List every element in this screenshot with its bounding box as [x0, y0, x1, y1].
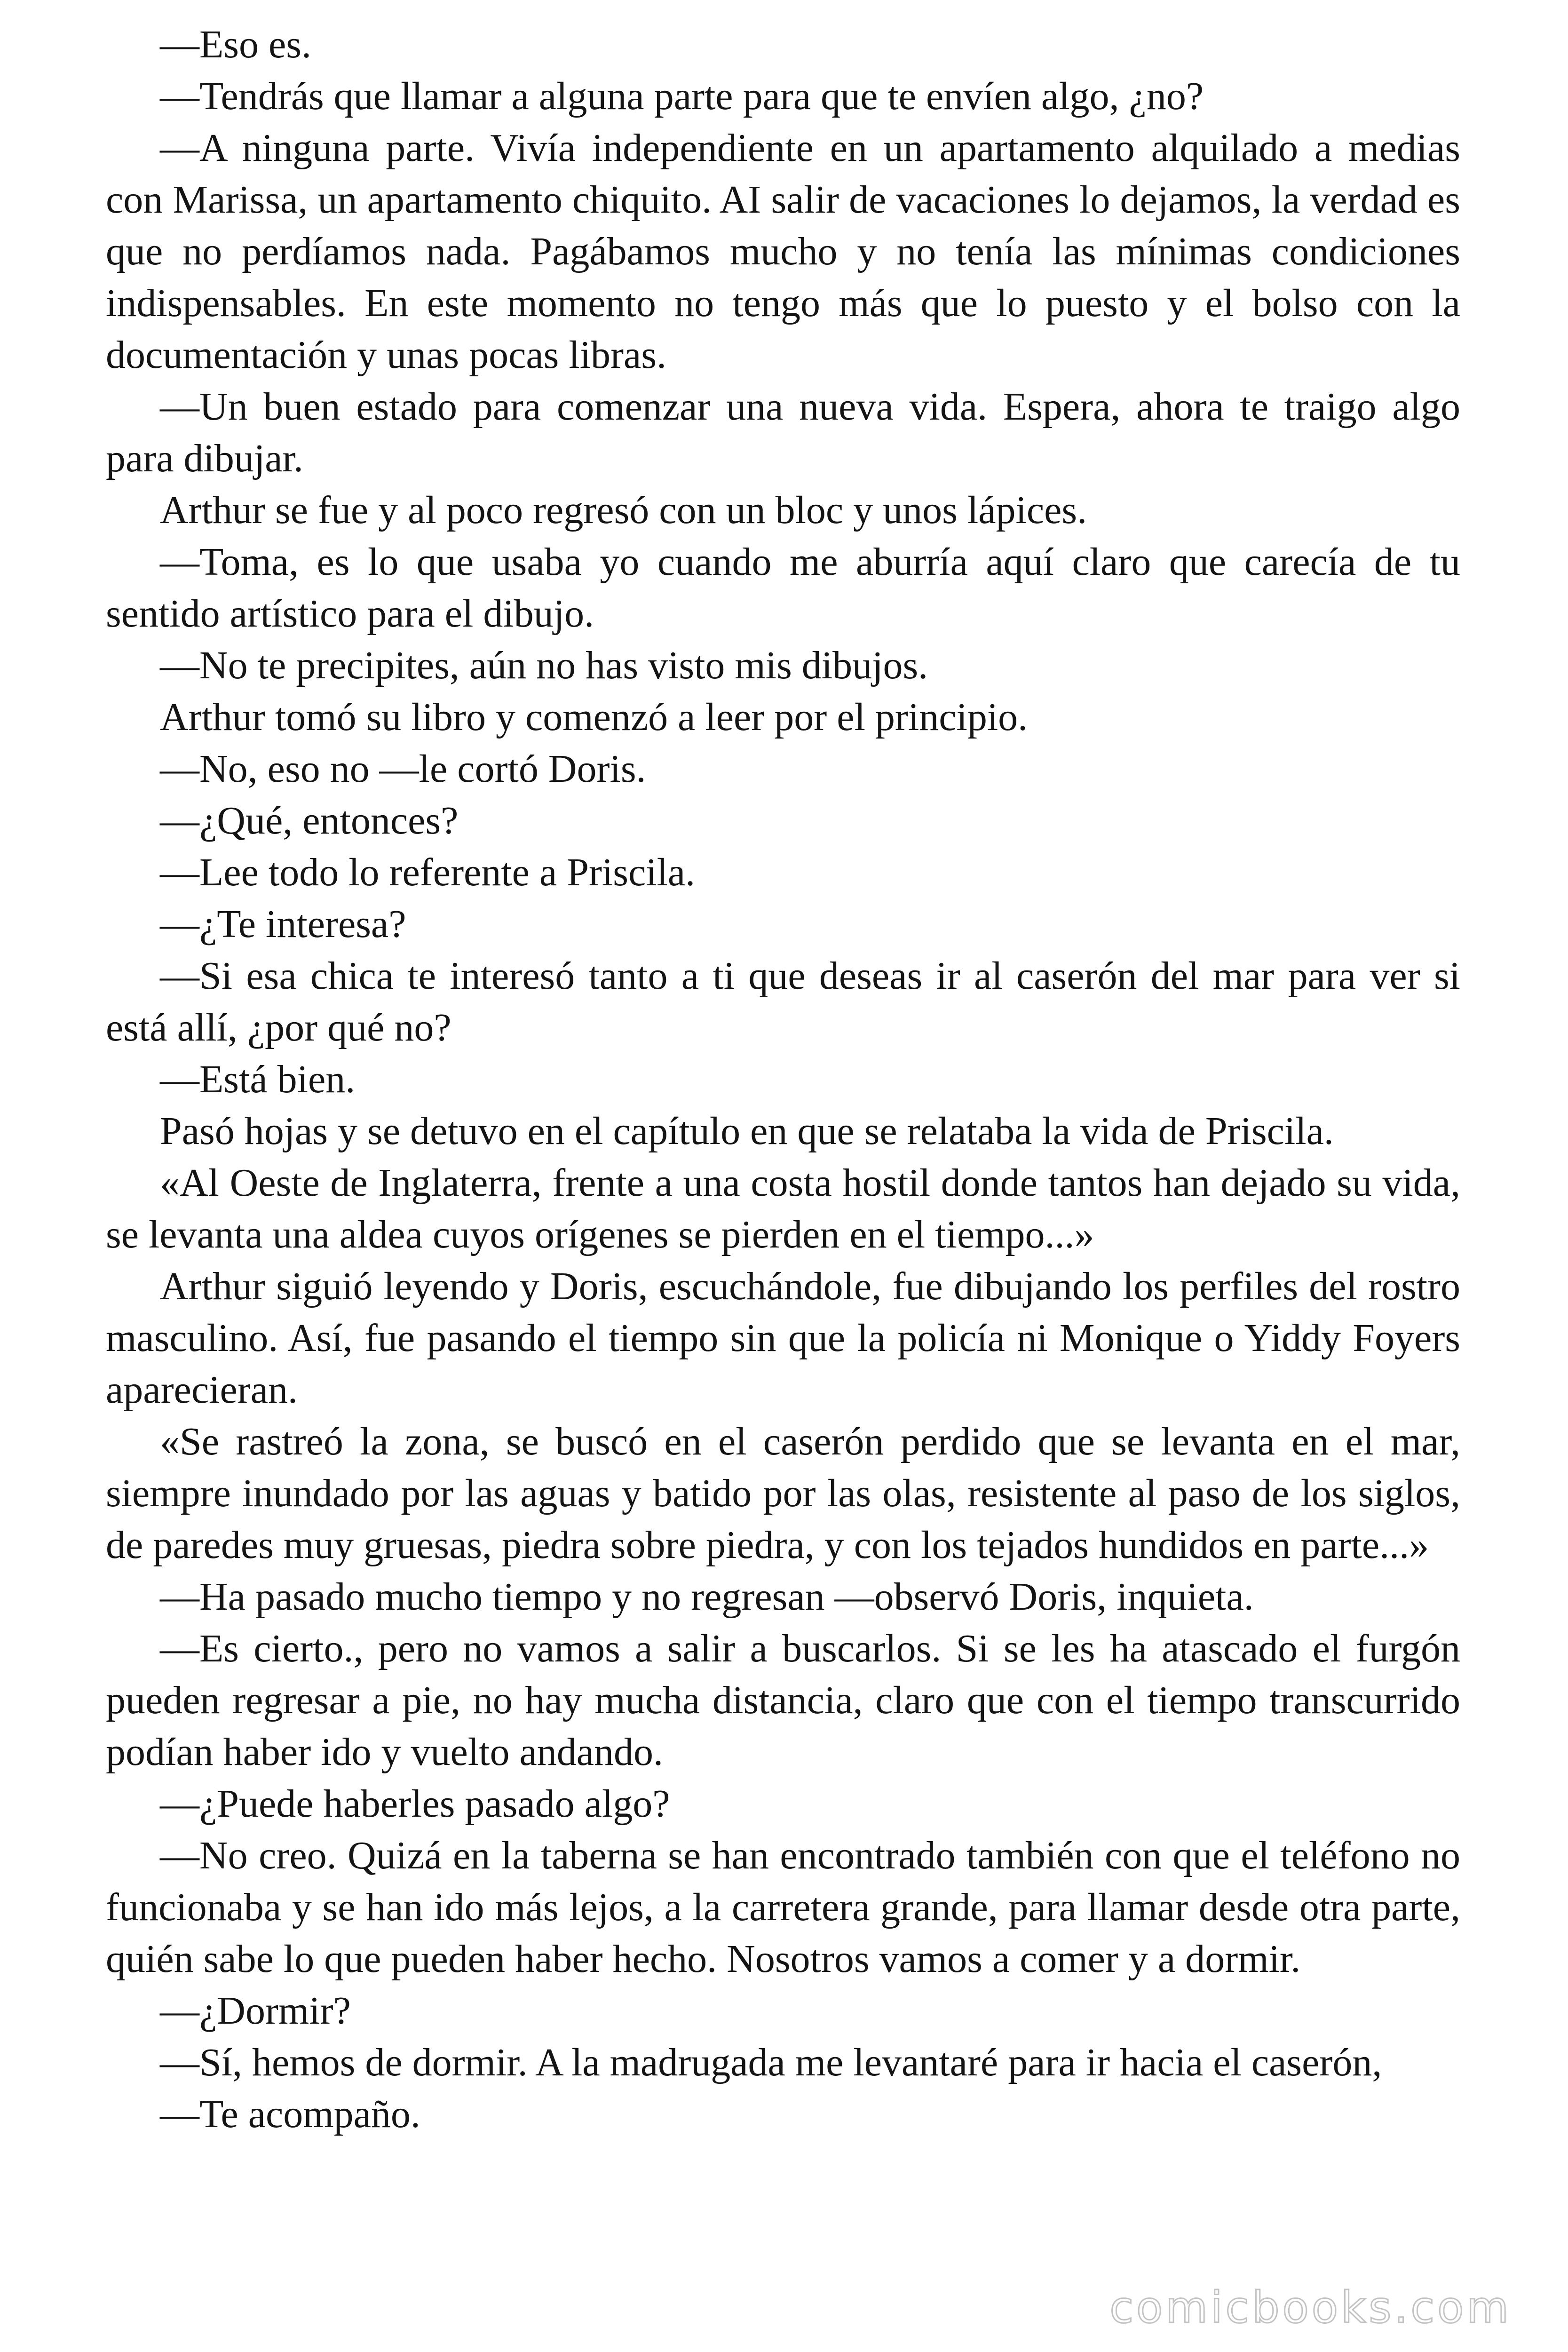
paragraph: Pasó hojas y se detuvo en el capítulo en que se relataba la vida de Priscila. — [160, 1109, 1334, 1153]
paragraph: Arthur siguió leyendo y Doris, escuchándole, fue dibujando los perfiles del rostro masculino. Así, fue pasando el tiempo sin que la policía ni Monique o Yiddy Foyers aparecieran. — [106, 1264, 1460, 1412]
page-body — [106, 19, 1460, 2140]
paragraph: —Sí, hemos de dormir. A la madrugada me levantaré para ir hacia el caserón, — [160, 2041, 1382, 2084]
paragraph: —Si esa chica te interesó tanto a ti que deseas ir al caserón del mar para ver si está allí, ¿por qué no? — [106, 954, 1460, 1049]
paragraph: «Al Oeste de Inglaterra, frente a una costa hostil donde tantos han dejado su vida, se levanta una aldea cuyos orígenes se pierden en el tiempo...» — [106, 1161, 1460, 1256]
paragraph: —No creo. Quizá en la taberna se han encontrado también con que el teléfono no funcionaba y se han ido más lejos, a la carretera grande, para llamar desde otra parte, quién sabe lo que pueden haber hecho. Nosotros vamos a comer y a dormir. — [106, 1834, 1460, 1981]
paragraph: Arthur tomó su libro y comenzó a leer por el principio. — [160, 695, 1028, 739]
paragraph: Arthur se fue y al poco regresó con un bloc y unos lápices. — [160, 488, 1087, 532]
paragraph: —Toma, es lo que usaba yo cuando me aburría aquí claro que carecía de tu sentido artístico para el dibujo. — [106, 540, 1460, 636]
paragraph: —¿Te interesa? — [160, 902, 406, 946]
paragraph: —¿Puede haberles pasado algo? — [160, 1782, 670, 1826]
paragraph: —Es cierto., pero no vamos a salir a buscarlos. Si se les ha atascado el furgón pueden regresar a pie, no hay mucha distancia, claro que con el tiempo transcurrido podían haber ido y vuelto andando. — [106, 1627, 1460, 1774]
paragraph: —Tendrás que llamar a alguna parte para que te envíen algo, ¿no? — [160, 74, 1204, 118]
paragraph: —Te acompaño. — [160, 2092, 420, 2136]
paragraph: «Se rastreó la zona, se buscó en el caserón perdido que se levanta en el mar, siempre inundado por las aguas y batido por las olas, resistente al paso de los siglos, de paredes muy gruesas, piedra sobre piedra, y con los tejados hundidos en parte...» — [106, 1420, 1460, 1567]
paragraph: —¿Qué, entonces? — [160, 799, 459, 842]
paragraph: —Un buen estado para comenzar una nueva vida. Espera, ahora te traigo algo para dibujar. — [106, 385, 1460, 480]
paragraph: —A ninguna parte. Vivía independiente en un apartamento alquilado a medias con Marissa, un apartamento chiquito. AI salir de vacaciones lo dejamos, la verdad es que no perdíamos nada. Pagábamos mucho y no tenía las mínimas condiciones indispensables. En este momento no tengo más que lo puesto y el bolso con la documentación y unas pocas libras. — [106, 126, 1460, 377]
paragraph: —No te precipites, aún no has visto mis dibujos. — [160, 644, 928, 687]
paragraph: —No, eso no —le cortó Doris. — [160, 747, 646, 791]
paragraph: —Eso es. — [160, 23, 311, 66]
paragraph: —Lee todo lo referente a Priscila. — [160, 850, 696, 894]
watermark: comicbooks.com — [1109, 2282, 1512, 2333]
paragraph: —¿Dormir? — [160, 1989, 351, 2033]
paragraph: —Está bien. — [160, 1057, 356, 1101]
paragraph: —Ha pasado mucho tiempo y no regresan —observó Doris, inquieta. — [160, 1575, 1254, 1619]
